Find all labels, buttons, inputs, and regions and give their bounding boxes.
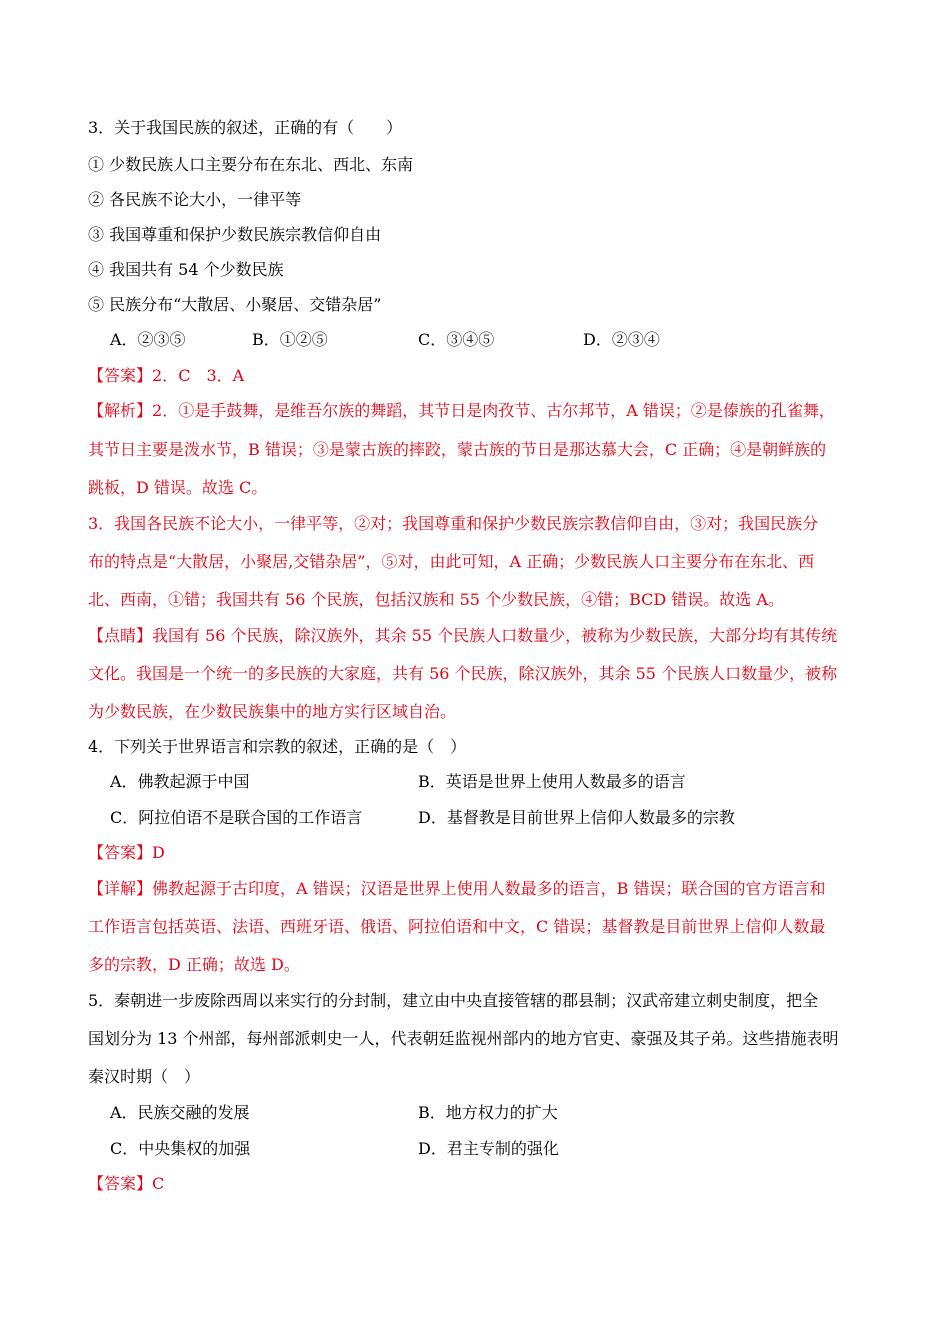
q3-item-4: ④ 我国共有 54 个少数民族 [88,260,284,279]
q5-option-d: D．君主专制的强化 [418,1139,559,1158]
q3-item-1: ① 少数民族人口主要分布在东北、西北、东南 [88,155,414,174]
q4-option-c: C．阿拉伯语不是联合国的工作语言 [110,808,363,827]
q4-answer-tag: 【答案】 [88,843,153,862]
q3-option-a: A．②③⑤ [110,330,186,349]
q5-stem-line-2: 国划分为 13 个州部，每州部派刺史一人，代表朝廷监视州部内的地方官吏、豪强及其子弟。这些措施表明 [88,1029,839,1048]
q3-option-d: D．②③④ [583,330,660,349]
tip-line-3: 为少数民族，在少数民族集中的地方实行区域自治。 [88,702,457,721]
answer-tag: 【答案】 [88,366,153,385]
q3-item-3: ③ 我国尊重和保护少数民族宗教信仰自由 [88,225,382,244]
q4-stem: 4．下列关于世界语言和宗教的叙述，正确的是（ ） [88,737,467,756]
q3-stem: 3．关于我国民族的叙述，正确的有（ ） [88,118,403,137]
analysis-line-1 [88,401,862,421]
q3-item-2: ② 各民族不论大小，一律平等 [88,190,302,209]
q3-item-5: ⑤ 民族分布“大散居、小聚居、交错杂居” [88,295,382,314]
analysis-line-5: 布的特点是“大散居，小聚居,交错杂居”，⑤对，由此可知，A 正确；少数民族人口主要分布在东北、西 [88,552,815,571]
analysis-line-6: 北、西南，①错；我国共有 56 个民族，包括汉族和 55 个少数民族，④错；BCD 错误。故选 A。 [88,590,784,609]
tip-line-1 [88,626,862,646]
q4-option-a: A．佛教起源于中国 [110,772,250,791]
answer-line-2-3 [88,366,862,386]
q5-answer-value: C [152,1174,165,1193]
q3-option-b: B．①②⑤ [252,330,328,349]
q5-answer [88,1174,862,1194]
q4-detail-line-3: 多的宗教，D 正确；故选 D。 [88,955,300,974]
q4-detail-line-2: 工作语言包括英语、法语、西班牙语、俄语、阿拉伯语和中文，C 错误；基督教是目前世界上信仰人数最 [88,917,826,936]
q4-detail-line-1 [88,879,862,899]
tip-text-1: 我国有 56 个民族，除汉族外，其余 55 个民族人口数量少，被称为少数民族，大部分均有其传统 [152,626,838,645]
q5-answer-tag: 【答案】 [88,1174,153,1193]
q3-option-c: C．③④⑤ [418,330,495,349]
q5-option-a: A．民族交融的发展 [110,1103,250,1122]
analysis-tag: 【解析】 [88,401,153,420]
analysis-line-3: 跳板，D 错误。故选 C。 [88,478,268,497]
q4-detail-tag: 【详解】 [88,879,153,898]
q4-option-b: B．英语是世界上使用人数最多的语言 [418,772,686,791]
q5-stem-line-1: 5．秦朝进一步废除西周以来实行的分封制，建立由中央直接管辖的郡县制；汉武帝建立刺史制度，把全 [88,991,819,1010]
q4-detail-text-1: 佛教起源于古印度，A 错误；汉语是世界上使用人数最多的语言，B 错误；联合国的官方语言和 [152,879,826,898]
q4-option-d: D．基督教是目前世界上信仰人数最多的宗教 [418,808,735,827]
analysis-line-2: 其节日主要是泼水节，B 错误；③是蒙古族的摔跤，蒙古族的节日是那达慕大会，C 正确；④是朝鲜族的 [88,440,827,459]
tip-tag: 【点睛】 [88,626,153,645]
answer-text: 2．C 3．A [152,366,245,385]
analysis-line-4: 3．我国各民族不论大小，一律平等，②对；我国尊重和保护少数民族宗教信仰自由，③对；我国民族分 [88,514,819,533]
q4-answer [88,843,862,863]
q5-option-c: C．中央集权的加强 [110,1139,251,1158]
q4-answer-value: D [152,843,165,862]
analysis-text-1: 2．①是手鼓舞，是维吾尔族的舞蹈，其节日是肉孜节、古尔邦节，A 错误；②是傣族的孔雀舞， [152,401,835,420]
q5-option-b: B．地方权力的扩大 [418,1103,558,1122]
q5-stem-line-3: 秦汉时期（ ） [88,1067,201,1086]
tip-line-2: 文化。我国是一个统一的多民族的大家庭，共有 56 个民族，除汉族外，其余 55 个民族人口数量少，被称 [88,664,838,683]
